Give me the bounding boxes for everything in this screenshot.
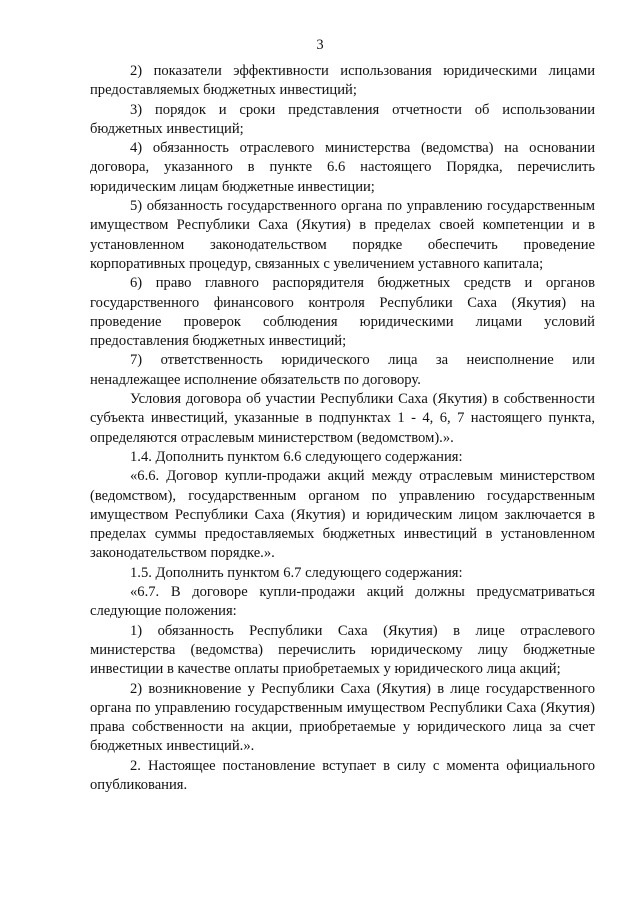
paragraph-amendment-1-4: 1.4. Дополнить пунктом 6.6 следующего содержания: xyxy=(130,448,463,465)
paragraph-item-2-performance-indicators: 2) показатели эффективности использования юридическими лицами предоставляемых бюджетных инвестиций; xyxy=(90,63,595,99)
paragraph-entry-into-force: 2. Настоящее постановление вступает в силу с момента официального опубликования. xyxy=(90,757,595,793)
page-number: 3 xyxy=(316,37,324,53)
paragraph-contract-terms: Условия договора об участии Республики Саха (Якутия) в собственности субъекта инвестиций, указанные в подпунктах 1 - 4, 6, 7 настоящего пункта, определяются отраслевым министерством (ведомством).». xyxy=(90,391,595,446)
paragraph-clause-6-7-item-1: 1) обязанность Республики Саха (Якутия) в лице отраслевого министерства (ведомства) перечислить юридическому лицу бюджетные инвестиции в качестве оплаты приобретаемых у юридического лица акций; xyxy=(90,622,595,678)
paragraph-clause-6-7-item-2: 2) возникновение у Республики Саха (Якутия) в лице государственного органа по управлению государственным имуществом Республики Саха (Якутия) права собственности на акции, приобретаемые у юридического лица за счет бюджетных инвестиций.». xyxy=(90,680,595,755)
paragraph-item-3-reporting-procedure: 3) порядок и сроки представления отчетности об использовании бюджетных инвестиций; xyxy=(90,101,595,137)
paragraph-item-7-liability: 7) ответственность юридического лица за неисполнение или ненадлежащее исполнение обязательств по договору. xyxy=(90,352,595,388)
paragraph-amendment-1-5: 1.5. Дополнить пунктом 6.7 следующего содержания: xyxy=(130,564,463,581)
document-body xyxy=(90,62,595,795)
paragraph-clause-6-7: «6.7. В договоре купли-продажи акций должны предусматриваться следующие положения: xyxy=(90,584,595,620)
paragraph-item-6-audit-right: 6) право главного распорядителя бюджетных средств и органов государственного финансового контроля Республики Саха (Якутия) на проведение проверок соблюдения юридическими лицами условий предоставления бюджетных инвестиций; xyxy=(90,275,595,350)
paragraph-item-4-ministry-obligation: 4) обязанность отраслевого министерства (ведомства) на основании договора, указанного в пункте 6.6 настоящего Порядка, перечислить юридическим лицам бюджетные инвестиции; xyxy=(90,140,595,195)
paragraph-clause-6-6: «6.6. Договор купли-продажи акций между отраслевым министерством (ведомством), государственным органом по управлению государственным имуществом Республики Саха (Якутия) и юридическим лицом заключается в пределах суммы предоставляемых бюджетных инвестиций в установленном законодательством порядке.». xyxy=(90,468,595,562)
paragraph-item-5-property-agency-obligation: 5) обязанность государственного органа по управлению государственным имуществом Республики Саха (Якутия) в пределах своей компетенции и в установленном законодательством порядке обеспечить проведение корпоративных процедур, связанных с увеличением уставного капитала; xyxy=(90,198,595,272)
